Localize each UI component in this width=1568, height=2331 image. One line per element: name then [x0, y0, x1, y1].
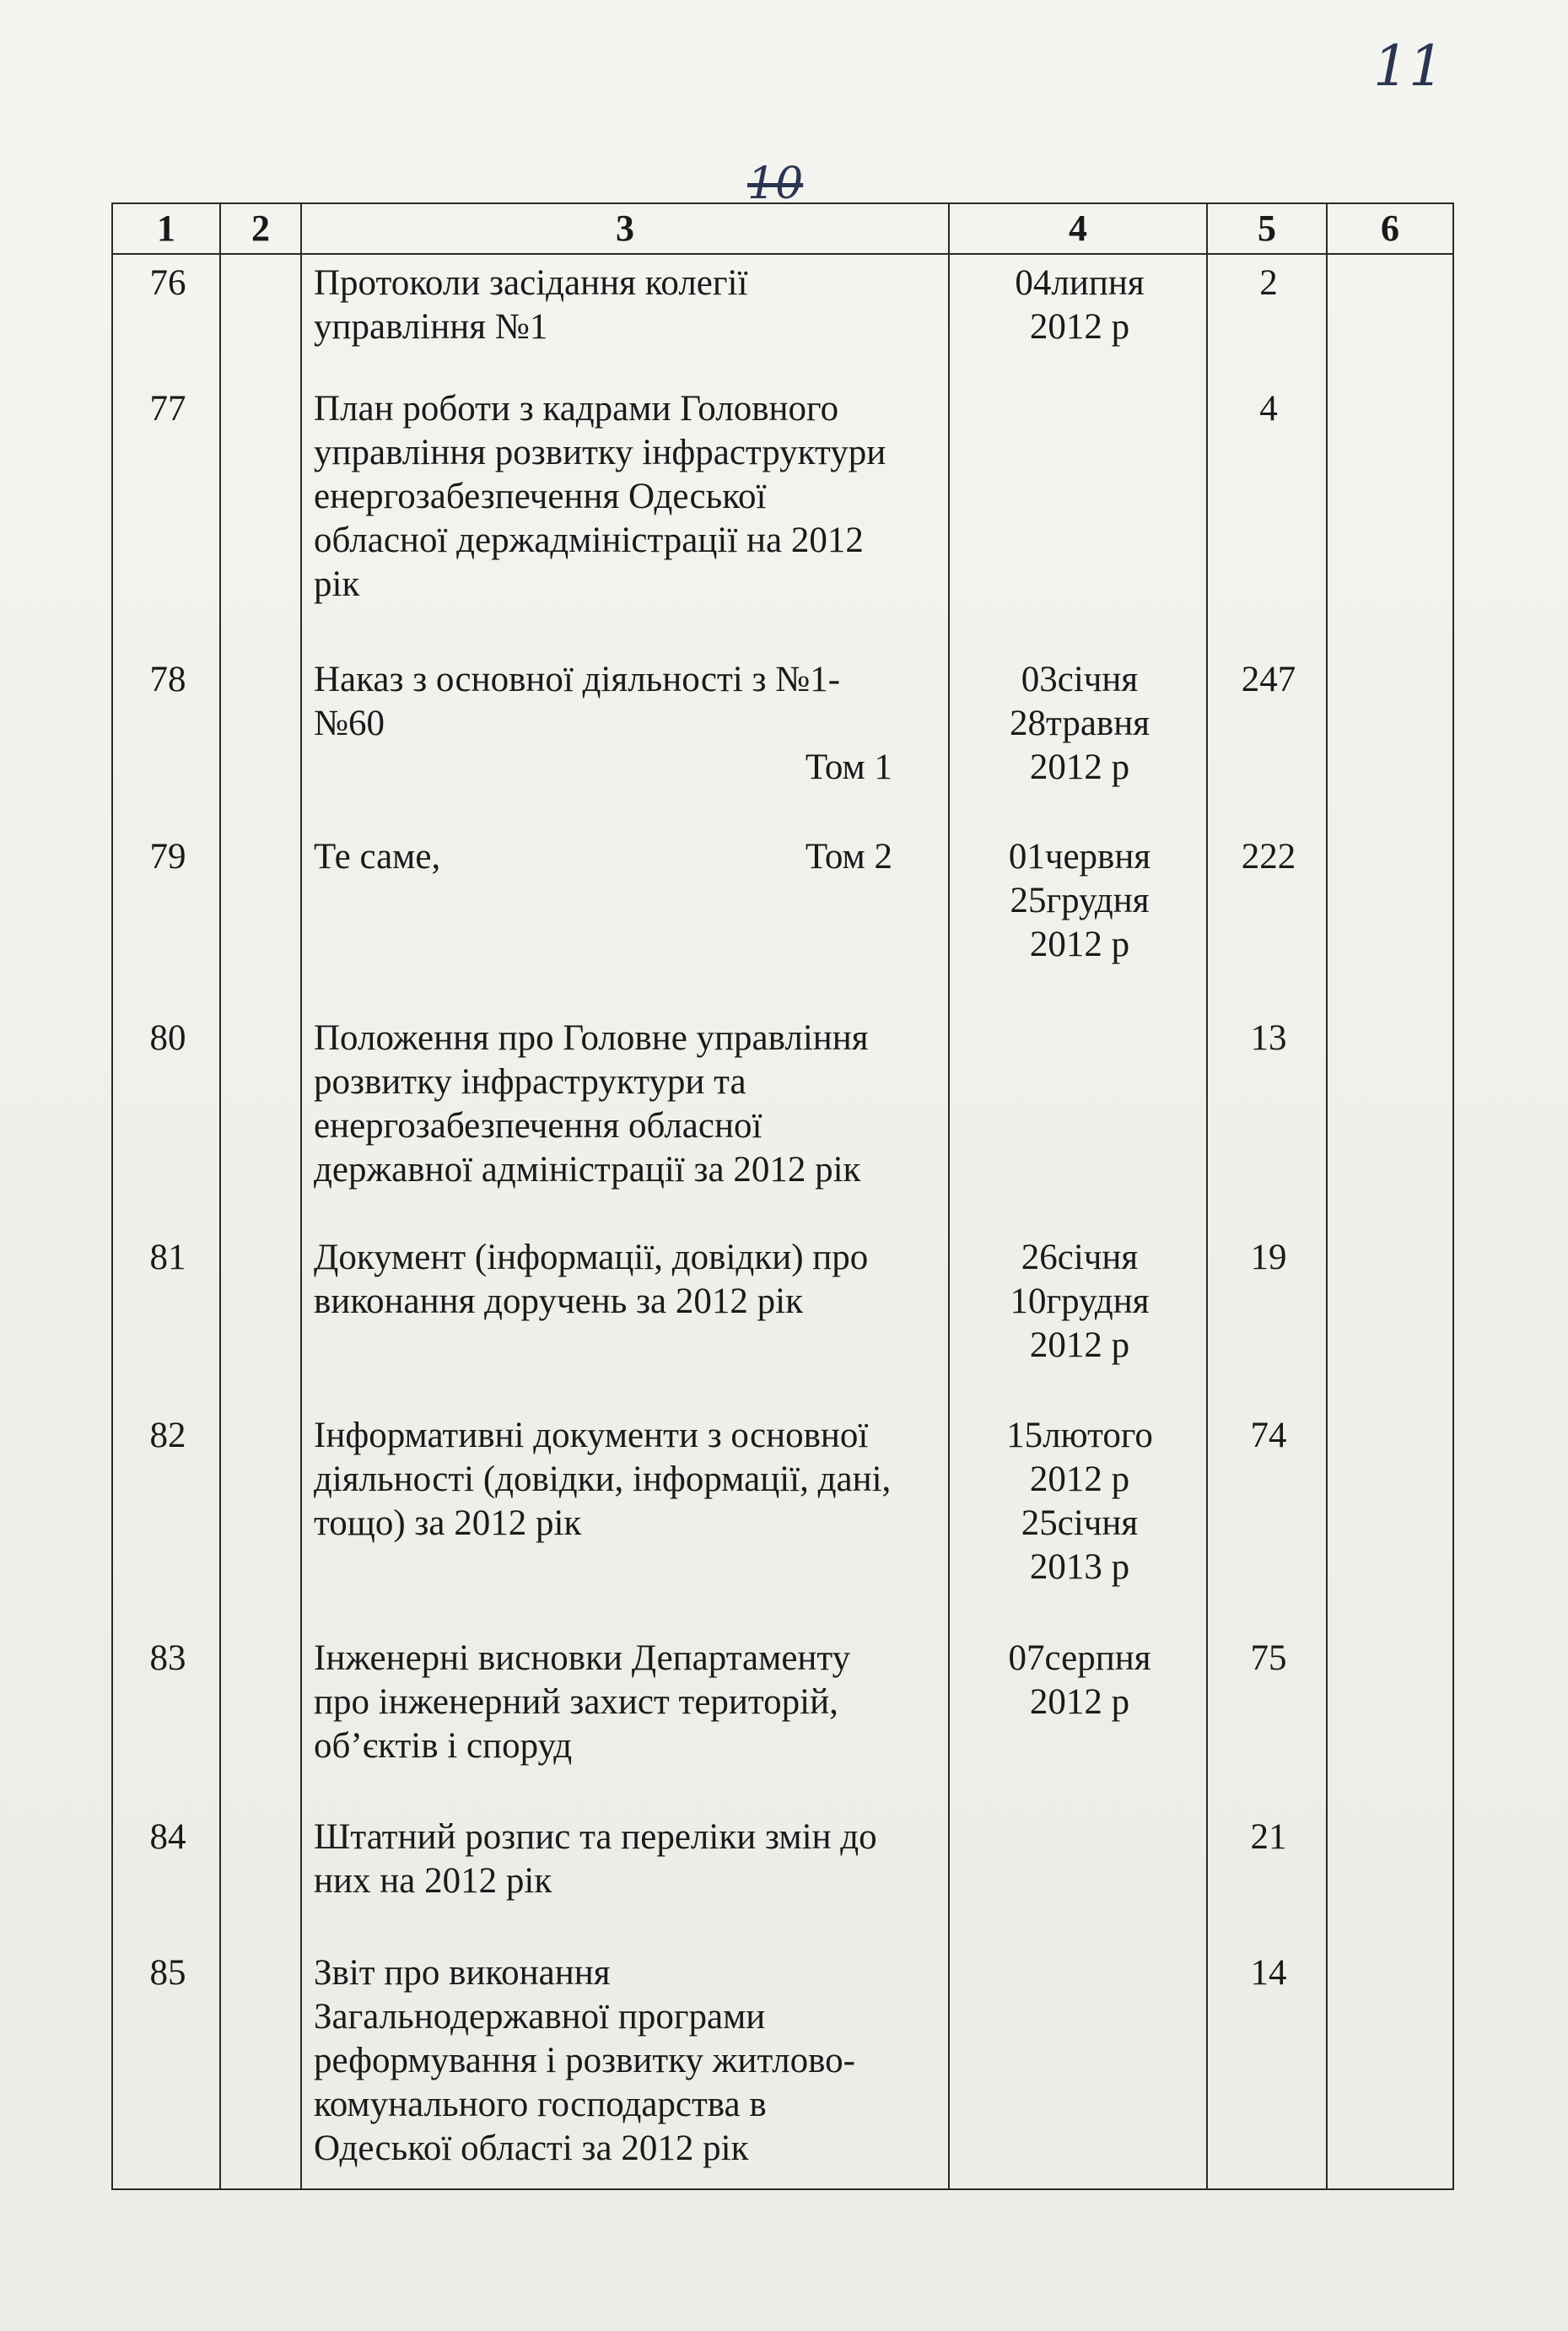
date-line: 2012 р	[1029, 1459, 1130, 1499]
case-title	[301, 1945, 949, 2189]
sheet-count: 222	[1207, 828, 1327, 1010]
index-cell	[220, 1407, 301, 1630]
date-line: 25грудня	[1010, 880, 1150, 920]
case-number: 84	[112, 1809, 220, 1944]
index-cell	[220, 1010, 301, 1229]
notes-cell	[1327, 1010, 1453, 1229]
case-title	[301, 828, 949, 1010]
column-header-5: 5	[1207, 203, 1327, 254]
sheet-count: 14	[1207, 1945, 1327, 2189]
case-dates	[949, 1809, 1207, 1944]
date-line: 03січня	[1021, 659, 1139, 699]
handwritten-sheet-number: 11	[1373, 34, 1444, 99]
title-line: Інженерні висновки Департаменту	[314, 1638, 851, 1679]
sheet-count: 4	[1207, 380, 1327, 650]
index-cell	[220, 1229, 301, 1406]
notes-cell	[1327, 1630, 1453, 1809]
date-line: 10грудня	[1010, 1282, 1150, 1322]
column-header-2: 2	[220, 203, 301, 254]
title-line: виконання доручень за 2012 рік	[314, 1282, 803, 1322]
case-title	[301, 651, 949, 828]
title-line: діяльності (довідки, інформації, дані,	[314, 1459, 892, 1499]
title-line: План роботи з кадрами Головного	[314, 389, 839, 429]
table-row	[112, 1809, 1453, 1944]
index-cell	[220, 380, 301, 650]
table-row	[112, 254, 1453, 380]
sheet-count: 2	[1207, 254, 1327, 380]
notes-cell	[1327, 651, 1453, 828]
date-line: 2013 р	[1029, 1546, 1130, 1587]
index-cell	[220, 828, 301, 1010]
table-row	[112, 828, 1453, 1010]
case-number: 82	[112, 1407, 220, 1630]
case-title	[301, 1407, 949, 1630]
notes-cell	[1327, 254, 1453, 380]
case-dates	[949, 1229, 1207, 1406]
case-title	[301, 1229, 949, 1406]
title-line: реформування і розвитку житлово-	[314, 2040, 855, 2080]
title-line: тощо) за 2012 рік	[314, 1503, 582, 1543]
title-line: енергозабезпечення обласної	[314, 1106, 762, 1147]
inventory-table	[111, 202, 1454, 2190]
case-dates	[949, 828, 1207, 1010]
case-number: 79	[112, 828, 220, 1010]
date-line: 26січня	[1021, 1238, 1139, 1278]
sheet-count: 19	[1207, 1229, 1327, 1406]
index-cell	[220, 651, 301, 828]
date-line: 28травня	[1010, 703, 1150, 743]
notes-cell	[1327, 1407, 1453, 1630]
case-dates	[949, 1010, 1207, 1229]
title-line: Одеської області за 2012 рік	[314, 2128, 749, 2168]
table-row	[112, 1945, 1453, 2189]
case-number: 78	[112, 651, 220, 828]
sheet-count: 74	[1207, 1407, 1327, 1630]
volume-label: Том 2	[805, 836, 892, 877]
date-line: 2012 р	[1029, 747, 1130, 787]
index-cell	[220, 1945, 301, 2189]
title-line	[314, 835, 940, 879]
case-number: 76	[112, 254, 220, 380]
case-number: 80	[112, 1010, 220, 1229]
title-line: Інформативні документи з основної	[314, 1415, 869, 1455]
title-line: Загальнодержавної програми	[314, 1996, 766, 2037]
case-number: 83	[112, 1630, 220, 1809]
notes-cell	[1327, 380, 1453, 650]
column-header-3: 3	[301, 203, 949, 254]
title-line: Звіт про виконання	[314, 1952, 611, 1993]
table-row	[112, 1630, 1453, 1809]
index-cell	[220, 1630, 301, 1809]
title-line: Протоколи засідання колегії	[314, 263, 748, 303]
table-row	[112, 1407, 1453, 1630]
case-dates	[949, 651, 1207, 828]
date-line: 2012 р	[1029, 1682, 1130, 1723]
sheet-count: 13	[1207, 1010, 1327, 1229]
case-number: 81	[112, 1229, 220, 1406]
case-dates	[949, 1407, 1207, 1630]
title-line: управління №1	[314, 307, 548, 347]
title-line: державної адміністрації за 2012 рік	[314, 1150, 861, 1190]
title-line: Наказ з основної діяльності з №1-	[314, 659, 841, 699]
title-line: Положення про Головне управління	[314, 1018, 869, 1059]
case-title	[301, 254, 949, 380]
case-title	[301, 1809, 949, 1944]
header-row	[112, 203, 1453, 254]
case-title	[301, 1630, 949, 1809]
volume-label: Том 1	[805, 747, 892, 787]
case-dates	[949, 1945, 1207, 2189]
table-row	[112, 651, 1453, 828]
case-number: 85	[112, 1945, 220, 2189]
title-line: рік	[314, 564, 360, 605]
date-line: 2012 р	[1029, 307, 1130, 347]
date-line: 04липня	[1015, 263, 1145, 303]
table-row	[112, 1010, 1453, 1229]
sheet-count: 75	[1207, 1630, 1327, 1809]
title-line: комунального господарства в	[314, 2084, 767, 2124]
title-line: Документ (інформації, довідки) про	[314, 1238, 869, 1278]
index-cell	[220, 254, 301, 380]
sheet-count: 247	[1207, 651, 1327, 828]
sheet-count: 21	[1207, 1809, 1327, 1944]
date-line: 07серпня	[1008, 1638, 1151, 1679]
title-text: Те саме,	[314, 836, 441, 877]
notes-cell	[1327, 1229, 1453, 1406]
title-line: про інженерний захист територій,	[314, 1682, 838, 1723]
crossed-out-sheet-number: 10	[747, 159, 804, 209]
case-dates	[949, 254, 1207, 380]
title-line: Штатний розпис та переліки змін до	[314, 1817, 877, 1858]
case-dates	[949, 1630, 1207, 1809]
title-line: енергозабезпечення Одеської	[314, 477, 767, 517]
title-line: розвитку інфраструктури та	[314, 1062, 746, 1103]
table-row	[112, 380, 1453, 650]
title-line: управління розвитку інфраструктури	[314, 433, 886, 473]
date-line: 25січня	[1021, 1503, 1139, 1543]
column-header-6: 6	[1327, 203, 1453, 254]
title-line: об’єктів і споруд	[314, 1726, 573, 1767]
notes-cell	[1327, 828, 1453, 1010]
date-line: 2012 р	[1029, 924, 1130, 964]
date-line: 01червня	[1008, 836, 1151, 877]
table-row	[112, 1229, 1453, 1406]
date-line: 15лютого	[1006, 1415, 1153, 1455]
column-header-1: 1	[112, 203, 220, 254]
case-title	[301, 380, 949, 650]
case-number: 77	[112, 380, 220, 650]
title-line: обласної держадміністрації на 2012	[314, 521, 864, 561]
notes-cell	[1327, 1945, 1453, 2189]
case-title	[301, 1010, 949, 1229]
notes-cell	[1327, 1809, 1453, 1944]
date-line: 2012 р	[1029, 1325, 1130, 1366]
column-header-4: 4	[949, 203, 1207, 254]
title-line: них на 2012 рік	[314, 1861, 552, 1902]
case-dates	[949, 380, 1207, 650]
index-cell	[220, 1809, 301, 1944]
title-line: №60	[314, 703, 385, 743]
